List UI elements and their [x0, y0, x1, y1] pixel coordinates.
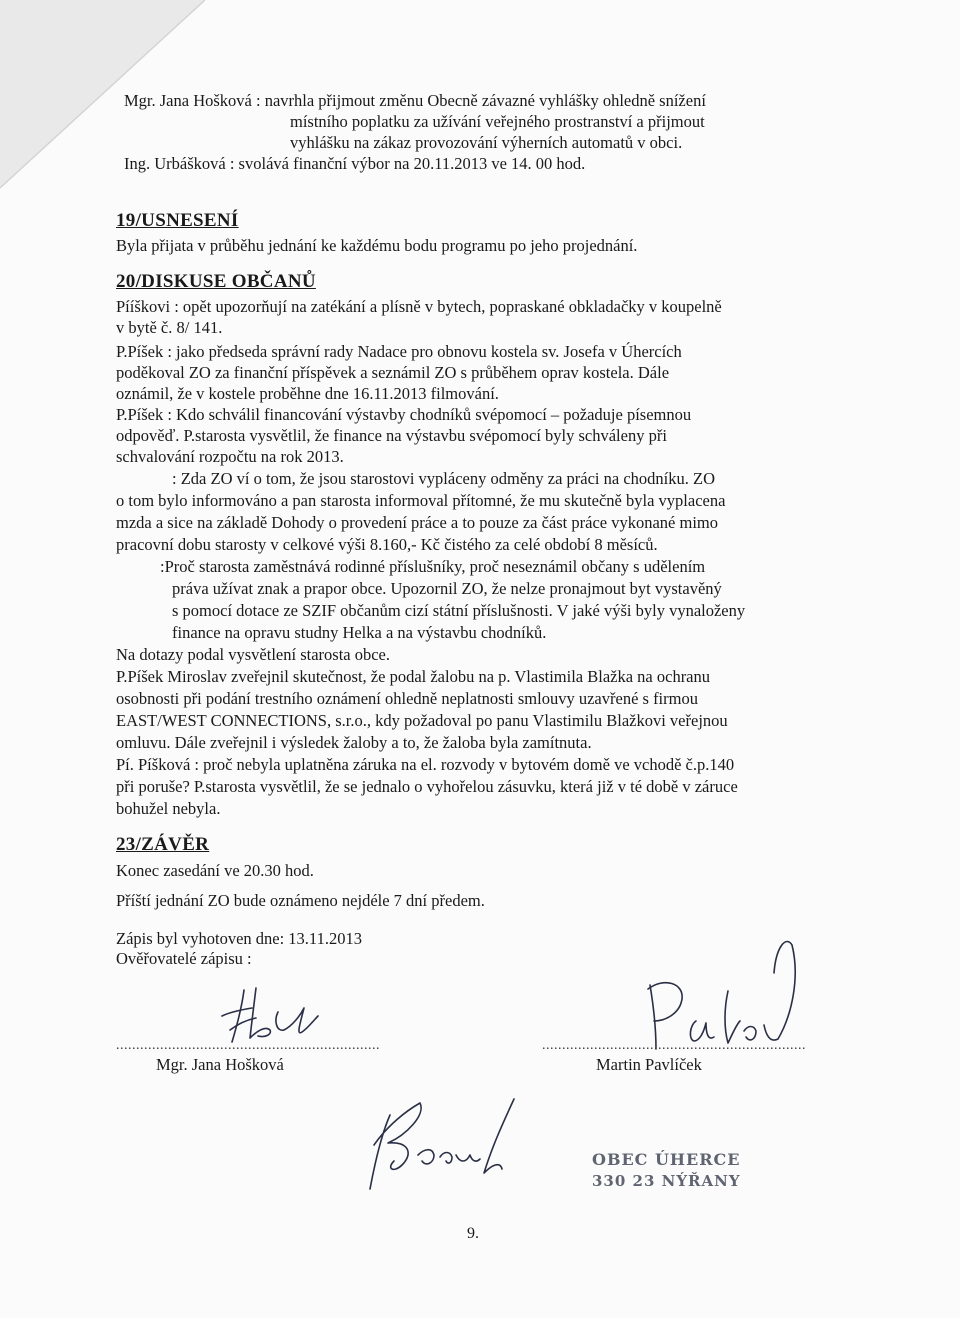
text-line: Byla přijata v průběhu jednání ke každému bodu programu po jeho projednání. — [116, 236, 638, 255]
stamp-line-2: 330 23 NÝŘANY — [592, 1172, 741, 1190]
text-line: schvalování rozpočtu na rok 2013. — [116, 447, 344, 466]
text-line: pracovní dobu starosty v celkové výši 8.160,- Kč čistého za celé období 8 měsíců. — [116, 535, 658, 554]
text-line: místního poplatku za užívání veřejného prostranství a přijmout — [290, 112, 705, 131]
text-line: :Proč starosta zaměstnává rodinné příslušníky, proč neseznámil občany s udělením — [160, 557, 706, 576]
text-line: o tom bylo informováno a pan starosta informoval přítomné, že mu skutečně byla vyplacena — [116, 491, 726, 510]
text-line: Pííškovi : opět upozorňují na zatékání a plísně v bytech, popraskané obkladačky v koupelně — [116, 297, 722, 316]
section-heading-20: 20/DISKUSE OBČANŮ — [116, 271, 316, 292]
signature-mayor — [360, 1085, 530, 1195]
signature-line-left: .................................................................. — [116, 1038, 380, 1053]
text-line: finance na opravu studny Helka a na výstavbu chodníků. — [172, 623, 547, 642]
text-line: P.Píšek Miroslav zveřejnil skutečnost, že podal žalobu na p. Vlastimila Blažka na ochranu — [116, 667, 711, 686]
text-line: bohužel nebyla. — [116, 799, 221, 818]
page-number: 9. — [467, 1225, 479, 1242]
text-line: omluvu. Dále zveřejnil i výsledek žaloby a to, že žaloba byla zamítnuta. — [116, 733, 592, 752]
text-line: Na dotazy podal vysvětlení starosta obce. — [116, 645, 390, 664]
text-line: Pí. Píšková : proč nebyla uplatněna záruka na el. rozvody v bytovém domě ve vchodě č.p.140 — [116, 755, 735, 774]
text-line: P.Píšek : Kdo schválil financování výstavby chodníků svépomocí – požaduje písemnou — [116, 405, 692, 424]
signatory-name-right: Martin Pavlíček — [596, 1055, 702, 1074]
text-line: osobnosti při podání trestního oznámení ohledně neplatnosti smlouvy uzavřené s firmou — [116, 689, 698, 708]
text-line: vyhlášku na zákaz provozování výherních automatů v obci. — [290, 133, 683, 152]
section-heading-23: 23/ZÁVĚR — [116, 834, 210, 855]
text-line: v bytě č. 8/ 141. — [116, 318, 223, 337]
text-line: EAST/WEST CONNECTIONS, s.r.o., kdy požadoval po panu Vlastimilu Blažkovi veřejnou — [116, 711, 728, 730]
text-line: : Zda ZO ví o tom, že jsou starostovi vypláceny odměny za práci na chodníku. ZO — [172, 469, 715, 488]
text-line: Zápis byl vyhotoven dne: 13.11.2013 — [116, 929, 362, 948]
signature-line-right: .................................................................. — [542, 1038, 806, 1053]
text-line: Konec zasedání ve 20.30 hod. — [116, 861, 314, 880]
section-heading-19: 19/USNESENÍ — [116, 210, 239, 231]
text-line: práva užívat znak a prapor obce. Upozornil ZO, že nelze pronajmout byt vystavěný — [172, 579, 722, 598]
text-line: Ing. Urbášková : svolává finanční výbor na 20.11.2013 ve 14. 00 hod. — [124, 154, 586, 173]
text-line: s pomocí dotace ze SZIF občanům cizí státní příslušnosti. V jaké výši byly vynaloženy — [172, 601, 746, 620]
text-line: odpověď. P.starosta vysvětlil, že finance na výstavbu svépomocí byly schváleny při — [116, 426, 667, 445]
text-line: Mgr. Jana Hošková : navrhla přijmout změnu Obecně závazné vyhlášky ohledně snížení — [124, 91, 706, 110]
text-line: poděkoval ZO za finanční příspěvek a seznámil ZO s průběhem oprav kostela. Dále — [116, 363, 670, 382]
text-line: Příští jednání ZO bude oznámeno nejdéle 7 dní předem. — [116, 891, 485, 910]
text-line: P.Píšek : jako předseda správní rady Nadace pro obnovu kostela sv. Josefa v Úhercích — [116, 342, 682, 361]
text-line: při poruše? P.starosta vysvětlil, že se jednalo o vyhořelou zásuvku, která již v té době v záruce — [116, 777, 738, 796]
text-line: oznámil, že v kostele proběhne dne 16.11.2013 filmování. — [116, 384, 499, 403]
stamp-line-1: OBEC ÚHERCE — [592, 1150, 741, 1169]
signatory-name-left: Mgr. Jana Hošková — [156, 1055, 284, 1074]
text-line: Ověřovatelé zápisu : — [116, 949, 252, 968]
text-line: mzda a sice na základě Dohody o provedení práce a to pouze za část práce vykonané mimo — [116, 513, 718, 532]
